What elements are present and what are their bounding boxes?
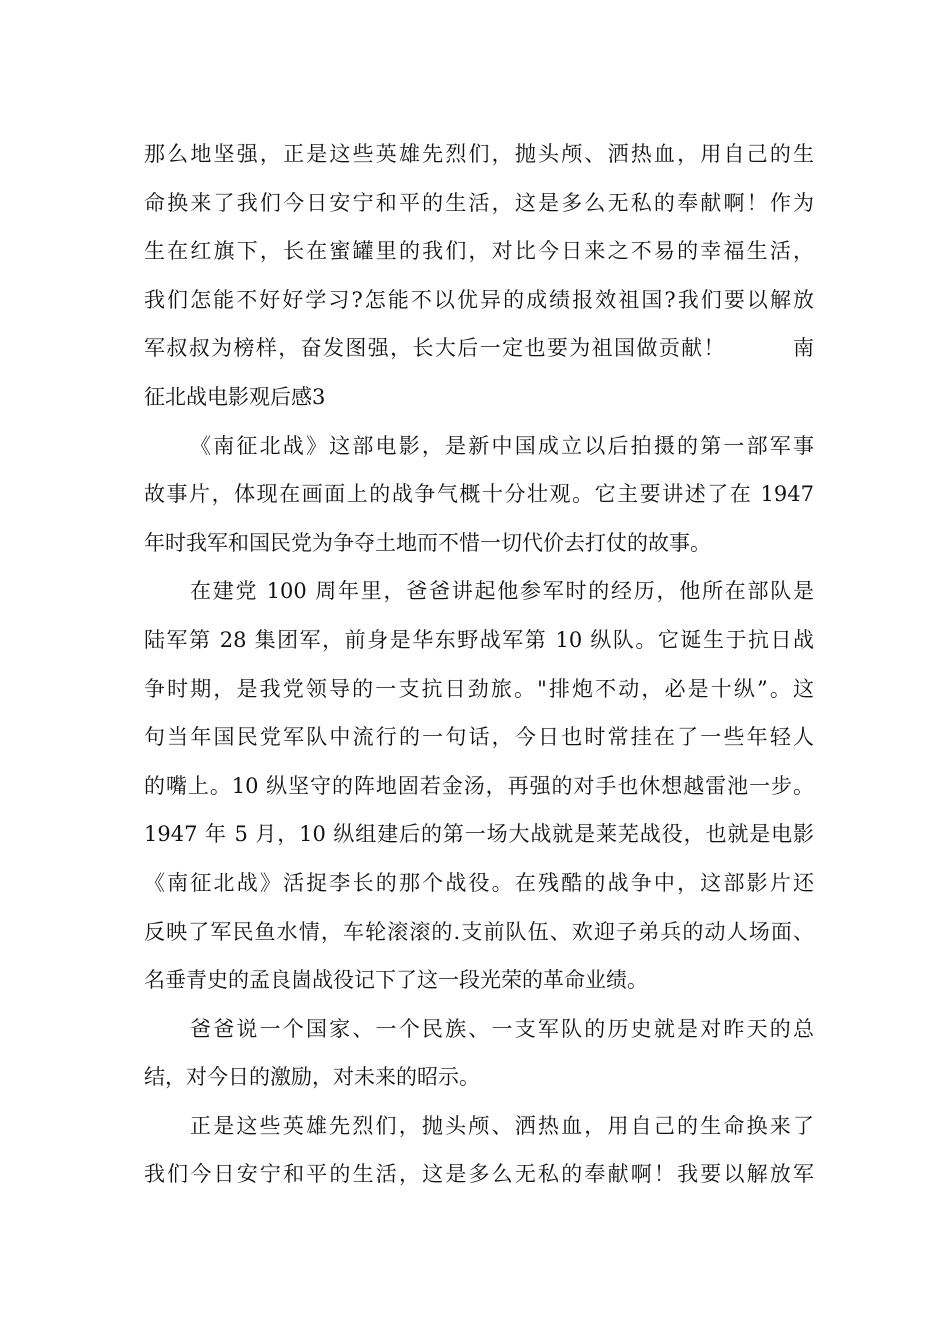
text-line: 在建党 100 周年里，爸爸讲起他参军时的经历，他所在部队是: [190, 579, 814, 604]
text-line: 句当年国民党军队中流行的一句话，今日也时常挂在了一些年轻人: [144, 725, 814, 750]
text-line: 的嘴上。10 纵坚守的阵地固若金汤，再强的对手也休想越雷池一步。: [144, 773, 814, 798]
text-line: 《南征北战》这部电影，是新中国成立以后拍摄的第一部军事: [190, 433, 814, 458]
text-line: 征北战电影观后感3: [144, 384, 326, 409]
text-line: 《南征北战》活捉李长的那个战役。在残酷的战争中，这部影片还: [144, 870, 814, 895]
text-line: 我们今日安宁和平的生活，这是多么无私的奉献啊！我要以解放军: [144, 1162, 814, 1187]
text-line: 反映了军民鱼水情，车轮滚滚的.支前队伍、欢迎子弟兵的动人场面、: [144, 919, 814, 944]
text-line: 争时期，是我党领导的一支抗日劲旅。"排炮不动，必是十纵”。这: [144, 676, 814, 701]
text-line: 生在红旗下，长在蜜罐里的我们，对比今日来之不易的幸福生活，: [144, 239, 814, 264]
text-line: 军叔叔为榜样，奋发图强，长大后一定也要为祖国做贡献！ 南: [144, 336, 814, 361]
text-line: 名垂青史的孟良崮战役记下了这一段光荣的革命业绩。: [144, 968, 648, 993]
text-line: 陆军第 28 集团军，前身是华东野战军第 10 纵队。它诞生于抗日战: [144, 627, 814, 652]
text-line: 正是这些英雄先烈们，抛头颅、洒热血，用自己的生命换来了: [190, 1113, 814, 1138]
text-line: 1947 年 5 月，10 纵组建后的第一场大战就是莱芜战役，也就是电影: [144, 822, 814, 847]
text-line: 年时我军和国民党为争夺土地而不惜一切代价去打仗的故事。: [144, 530, 711, 555]
text-line: 我们怎能不好好学习?怎能不以优异的成绩报效祖国?我们要以解放: [144, 287, 814, 312]
text-line: 命换来了我们今日安宁和平的生活，这是多么无私的奉献啊！作为: [144, 190, 814, 215]
text-line: 故事片，体现在画面上的战争气概十分壮观。它主要讲述了在 1947: [144, 482, 814, 507]
text-line: 爸爸说一个国家、一个民族、一支军队的历史就是对昨天的总: [190, 1016, 814, 1041]
text-line: 那么地坚强，正是这些英雄先烈们，抛头颅、洒热血，用自己的生: [144, 142, 814, 166]
text-line: 结，对今日的激励，对未来的昭示。: [144, 1065, 480, 1090]
body-text: [144, 130, 814, 1199]
